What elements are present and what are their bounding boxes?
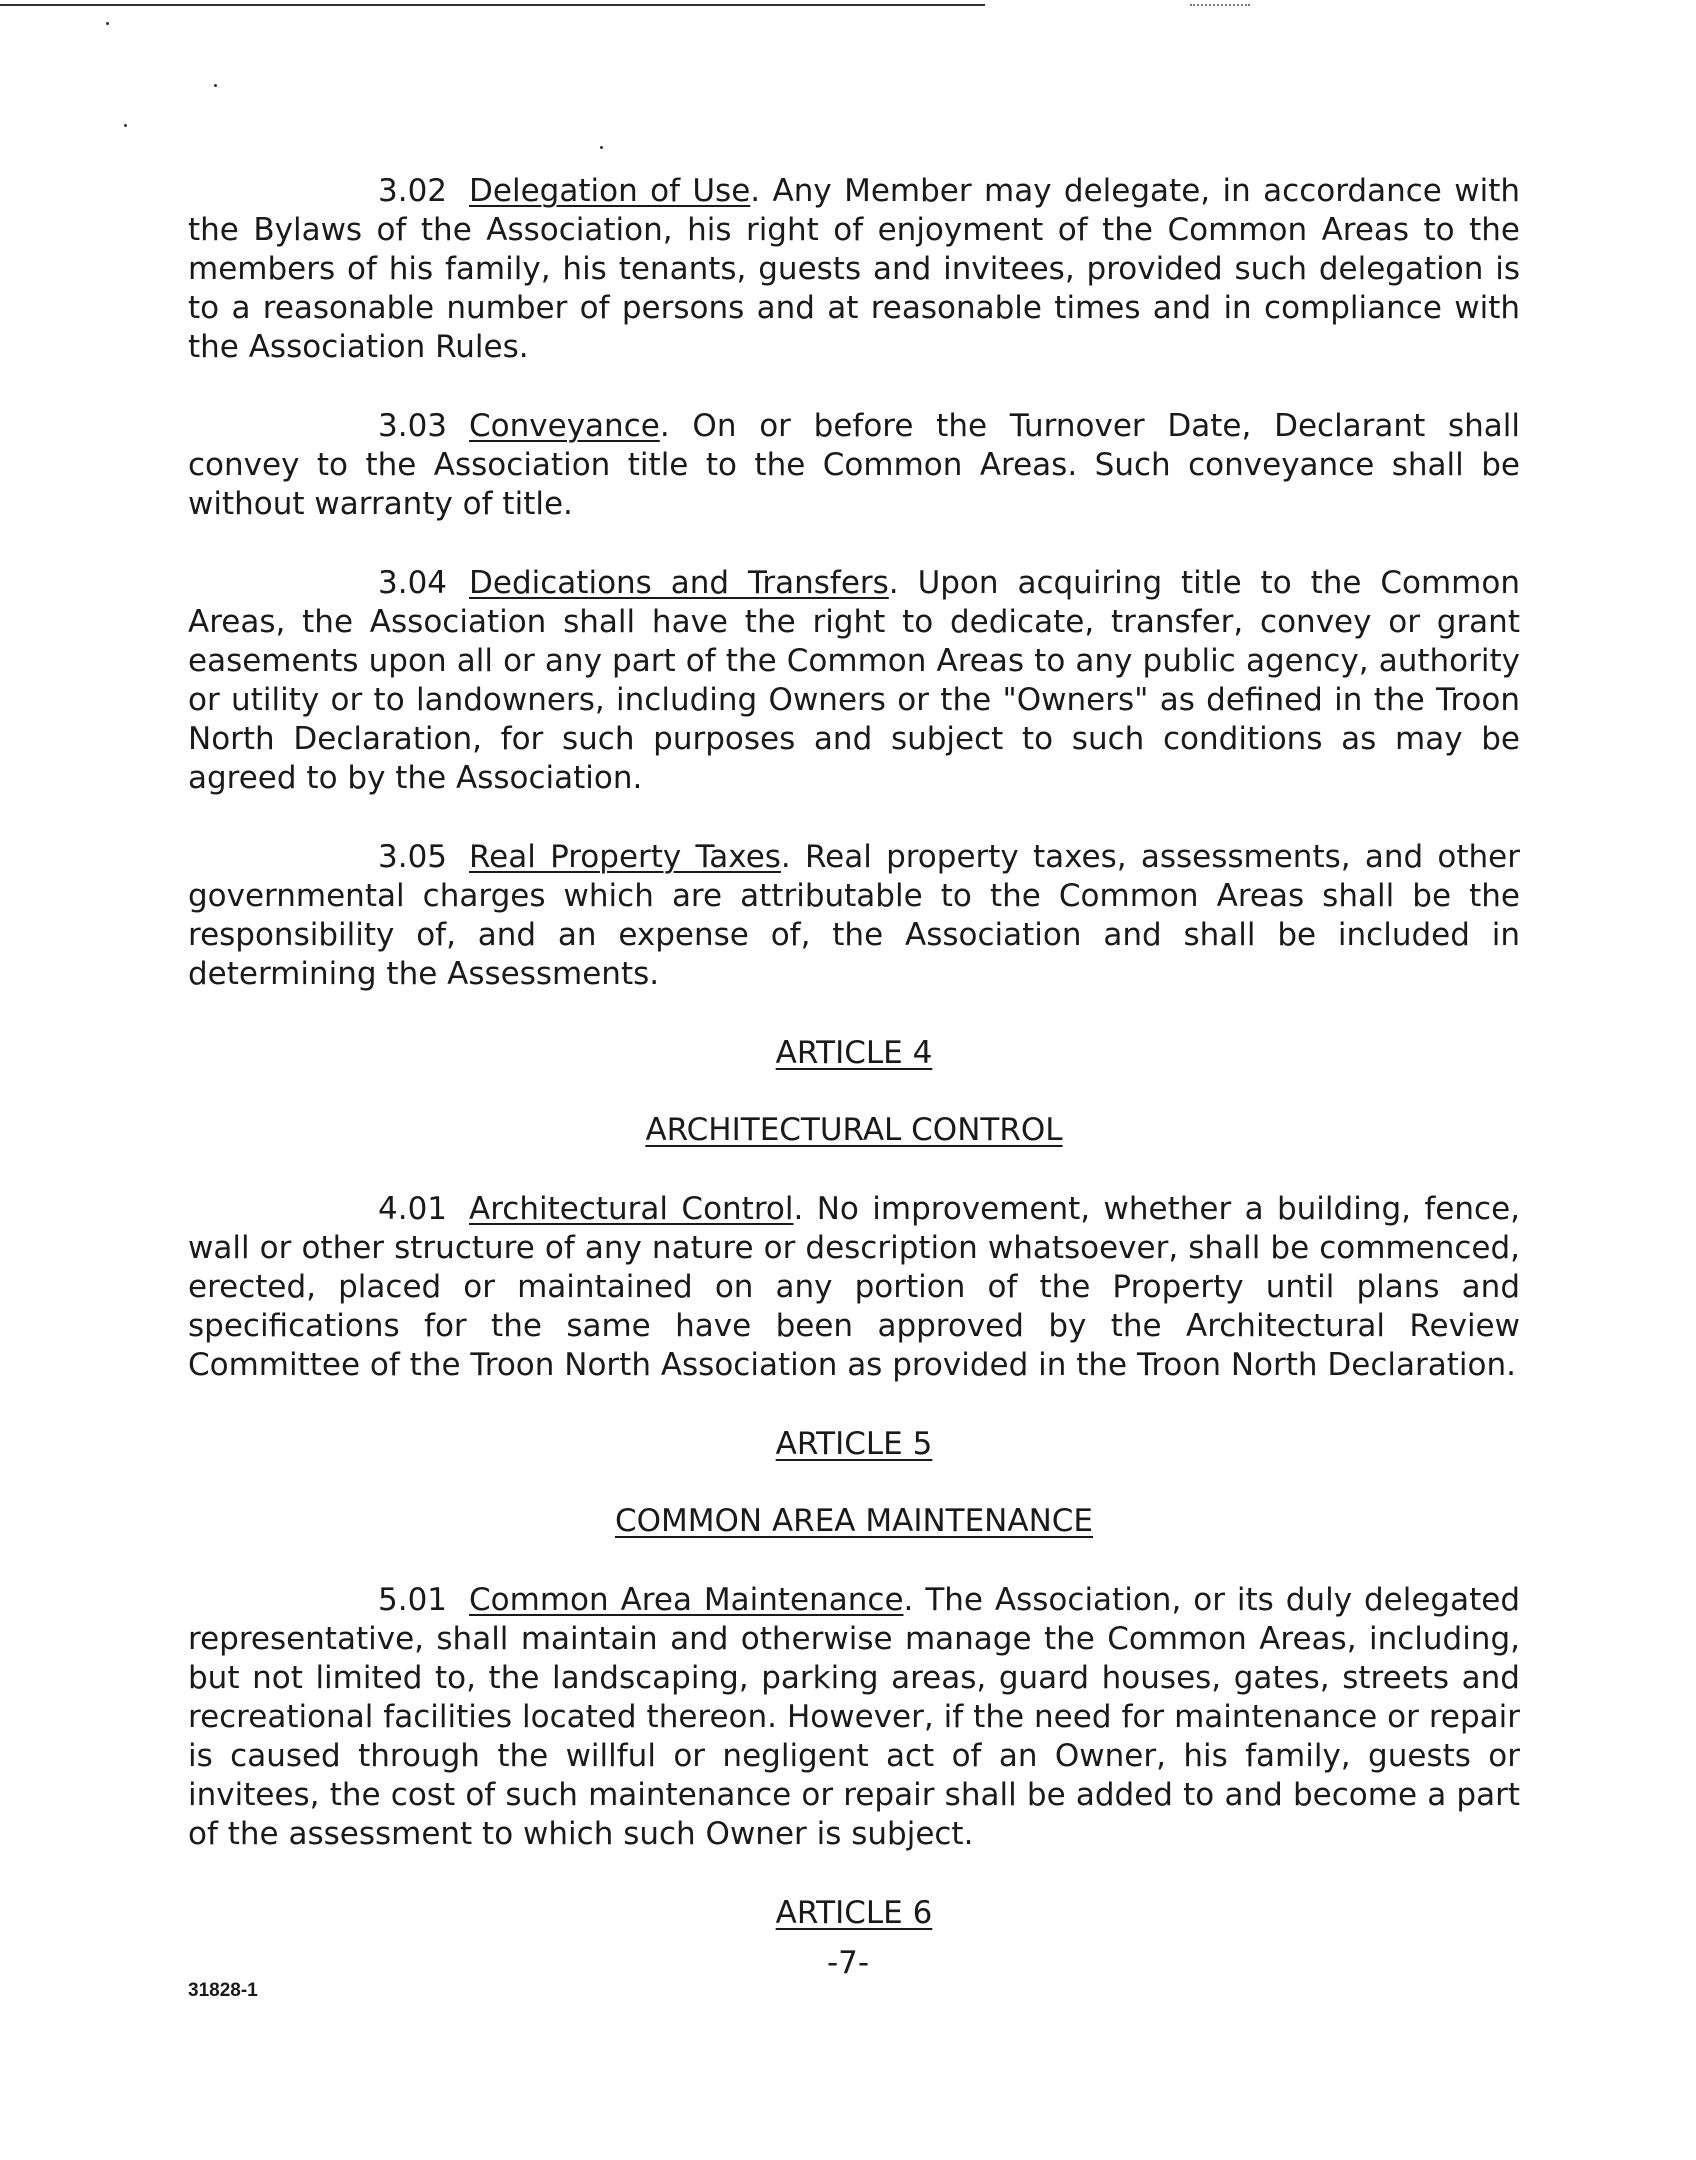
section-4-01 xyxy=(188,1190,1520,1385)
scan-speck xyxy=(214,84,217,87)
article-4-title: ARCHITECTURAL CONTROL xyxy=(645,1112,1063,1148)
section-5-01 xyxy=(188,1581,1520,1854)
section-title: Real Property Taxes xyxy=(469,839,781,875)
section-title: Delegation of Use xyxy=(469,173,751,209)
section-3-05 xyxy=(188,838,1520,994)
page-number: -7- xyxy=(826,1945,870,1981)
section-body: . The Association, or its duly delegated representative, shall maintain and otherwise manage the Common Areas, including, but not limited to, the landscaping, parking areas, guard houses, gates, streets and recreational facilities located thereon. However, if the need for maintenance or repair is caused through the willful or negligent act of an Owner, his family, guests or invitees, the cost of such maintenance or repair shall be added to and become a part of the assessment to which such Owner is subject. xyxy=(188,1582,1520,1852)
section-number: 5.01 xyxy=(378,1582,448,1618)
article-5-heading: ARTICLE 5 xyxy=(775,1426,933,1462)
section-body: . Real property taxes, assessments, and other governmental charges which are attributable to the Common Areas shall be the responsibility of, and an expense of, the Association and shall be included in determining the Assessments. xyxy=(188,839,1520,992)
section-title: Dedications and Transfers xyxy=(469,565,889,601)
document-id: 31828-1 xyxy=(188,1980,258,2001)
scan-speck xyxy=(124,124,127,127)
section-body: . On or before the Turnover Date, Declarant shall convey to the Association title to the Common Areas. Such conveyance shall be without warranty of title. xyxy=(188,408,1520,522)
article-5-title: COMMON AREA MAINTENANCE xyxy=(614,1503,1093,1539)
section-number: 3.05 xyxy=(378,839,448,875)
section-body: . Any Member may delegate, in accordance with the Bylaws of the Association, his right of enjoyment of the Common Areas to the members of his family, his tenants, guests and invitees, provided such delegation is to a reasonable number of persons and at reasonable times and in compliance with the Association Rules. xyxy=(188,173,1520,365)
section-number: 4.01 xyxy=(378,1191,448,1227)
scan-speck xyxy=(600,146,603,149)
section-number: 3.02 xyxy=(378,173,448,209)
section-title: Architectural Control xyxy=(469,1191,794,1227)
section-title: Common Area Maintenance xyxy=(469,1582,904,1618)
top-scan-rule xyxy=(0,4,985,6)
section-3-04 xyxy=(188,564,1520,798)
section-title: Conveyance xyxy=(469,408,660,444)
section-body: . No improvement, whether a building, fence, wall or other structure of any nature or description whatsoever, shall be commenced, erected, placed or maintained on any portion of the Property until plans and specifications for the same have been approved by the Architectural Review Committee of the Troon North Association as provided in the Troon North Declaration. xyxy=(188,1191,1520,1383)
article-4-heading: ARTICLE 4 xyxy=(775,1035,933,1071)
top-scan-rule-fragment xyxy=(1190,4,1250,6)
document-body xyxy=(188,172,1520,1971)
section-body: . Upon acquiring title to the Common Areas, the Association shall have the right to dedicate, transfer, convey or grant easements upon all or any part of the Common Areas to any public agency, authority or utility or to landowners, including Owners or the "Owners" as defined in the Troon North Declaration, for such purposes and subject to such conditions as may be agreed to by the Association. xyxy=(188,565,1520,796)
section-number: 3.03 xyxy=(378,408,448,444)
section-3-02 xyxy=(188,172,1520,367)
section-number: 3.04 xyxy=(378,565,448,601)
section-3-03 xyxy=(188,407,1520,524)
scan-speck xyxy=(106,22,109,25)
article-6-heading: ARTICLE 6 xyxy=(775,1895,933,1931)
